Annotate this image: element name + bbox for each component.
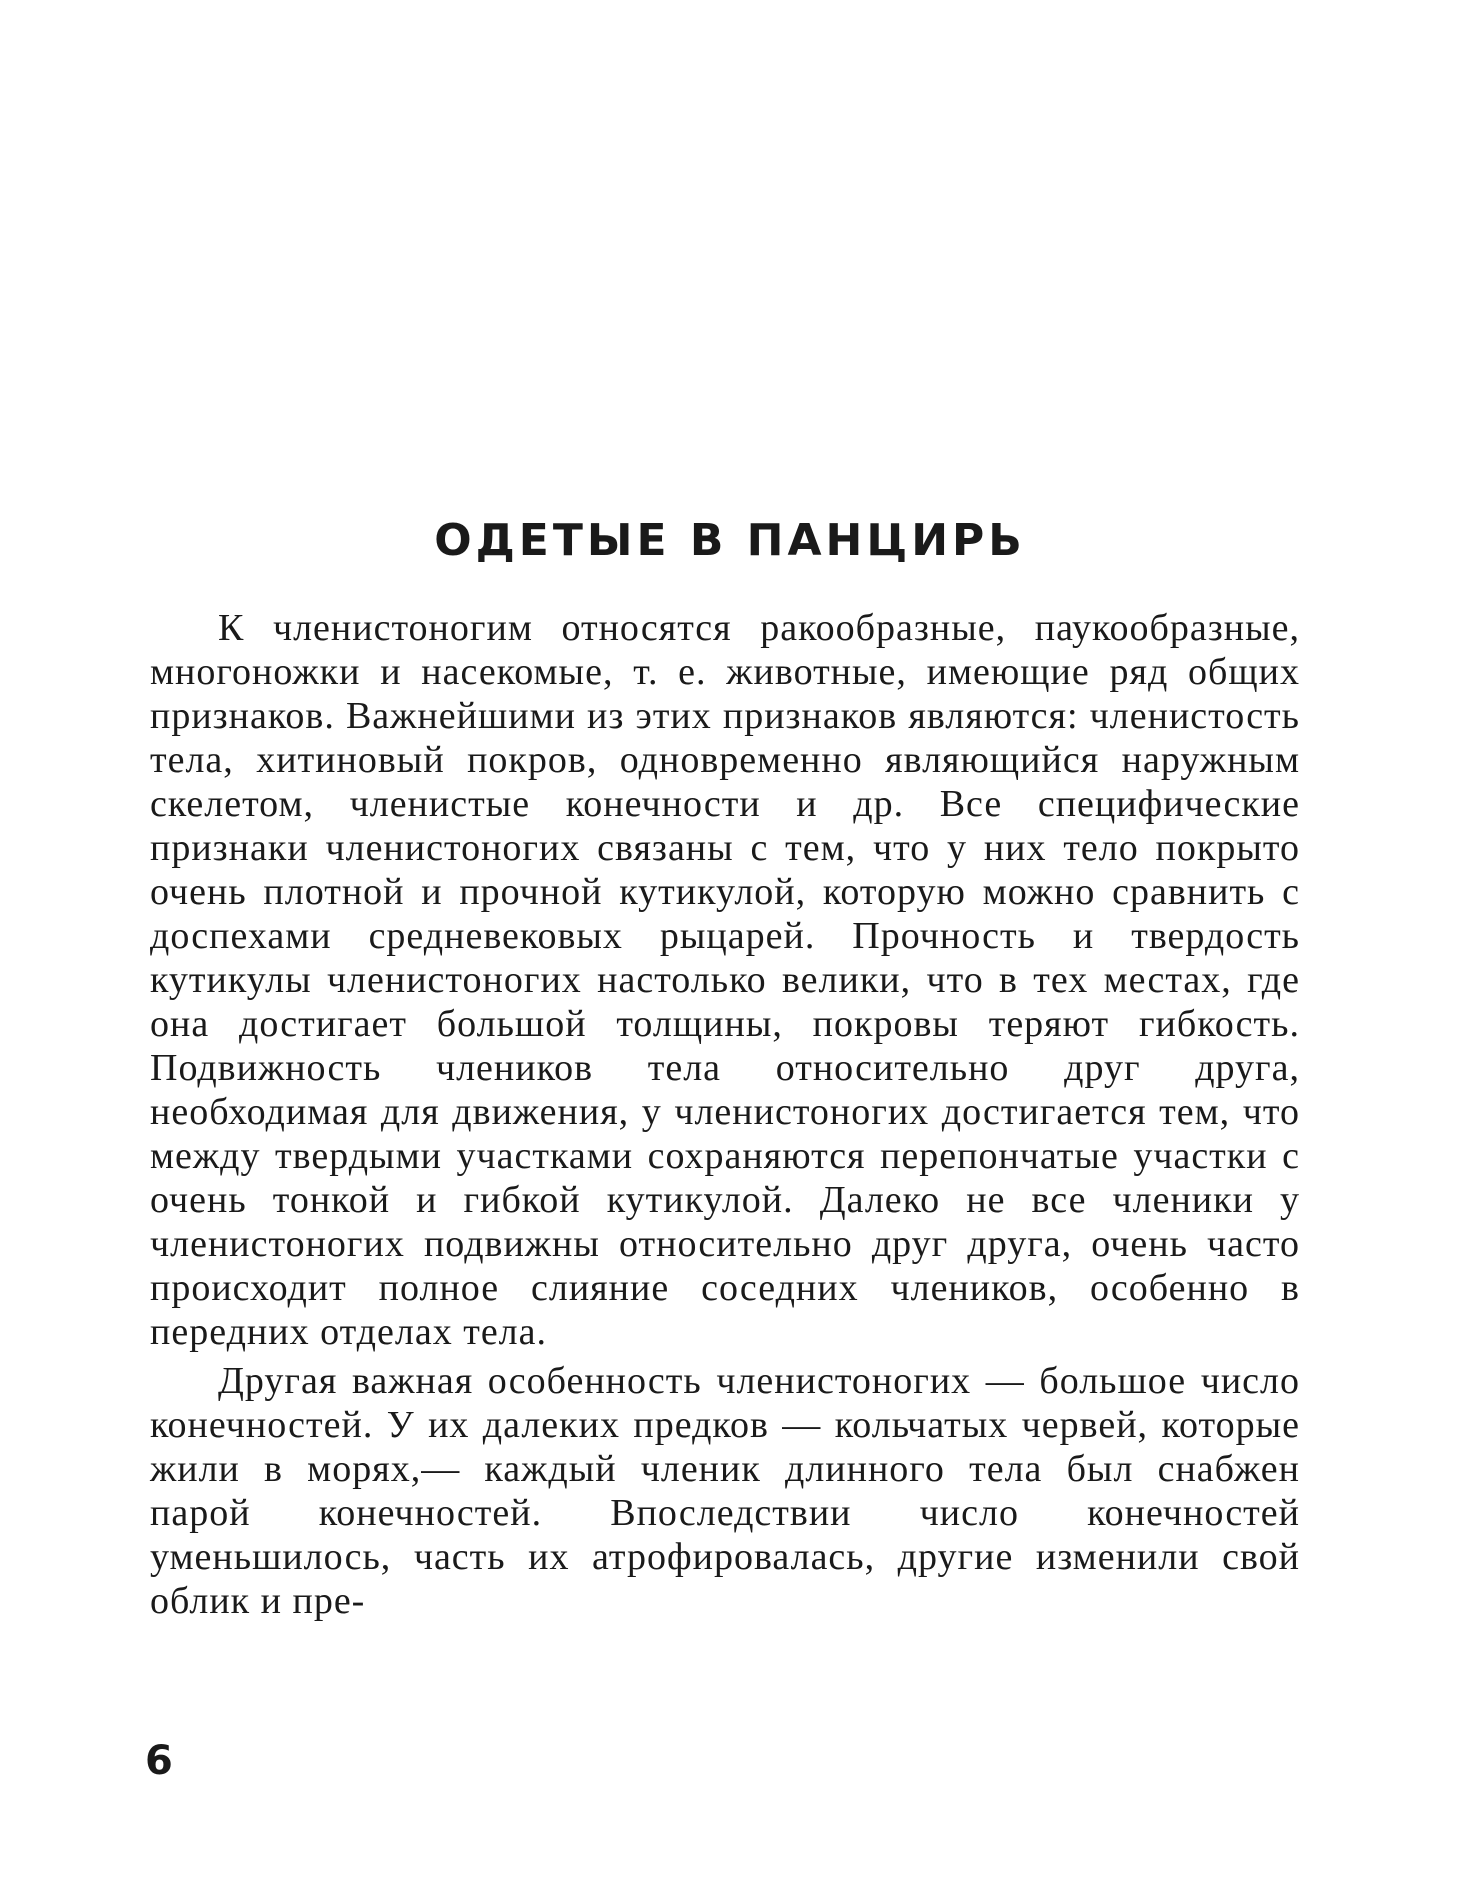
- body-text: [150, 606, 1300, 1623]
- paragraph-2: Другая важная особенность членистоногих — большое число конечностей. У их далеких предков — кольчатых червей, которые жили в морях,— каждый членик длинного тела был снабжен парой конечностей. Впоследствии число конечностей уменьшилось, часть их атрофировалась, другие изменили свой облик и пре-: [150, 1360, 1300, 1622]
- paragraph-1: К членистоногим относятся ракообразные, паукообразные, многоножки и насекомые, т. е. животные, имеющие ряд общих признаков. Важнейшими из этих признаков являются: членистость тела, хитиновый покров, одновременно являющийся наружным скелетом, членистые конечности и др. Все специфические признаки членистоногих связаны с тем, что у них тело покрыто очень плотной и прочной кутикулой, которую можно сравнить с доспехами средневековых рыцарей. Прочность и твердость кутикулы членистоногих настолько велики, что в тех местах, где она достигает большой толщины, покровы теряют гибкость. Подвижность члеников тела относительно друг друга, необходимая для движения, у членистоногих достигается тем, что между твердыми участками сохраняются перепончатые участки с очень тонкой и гибкой кутикулой. Далеко не все членики у членистоногих подвижны относительно друг друга, очень часто происходит полное слияние соседних члеников, особенно в передних отделах тела.: [150, 607, 1300, 1353]
- page-number: 6: [145, 1738, 173, 1784]
- chapter-title: ОДЕТЫЕ В ПАНЦИРЬ: [434, 515, 1026, 566]
